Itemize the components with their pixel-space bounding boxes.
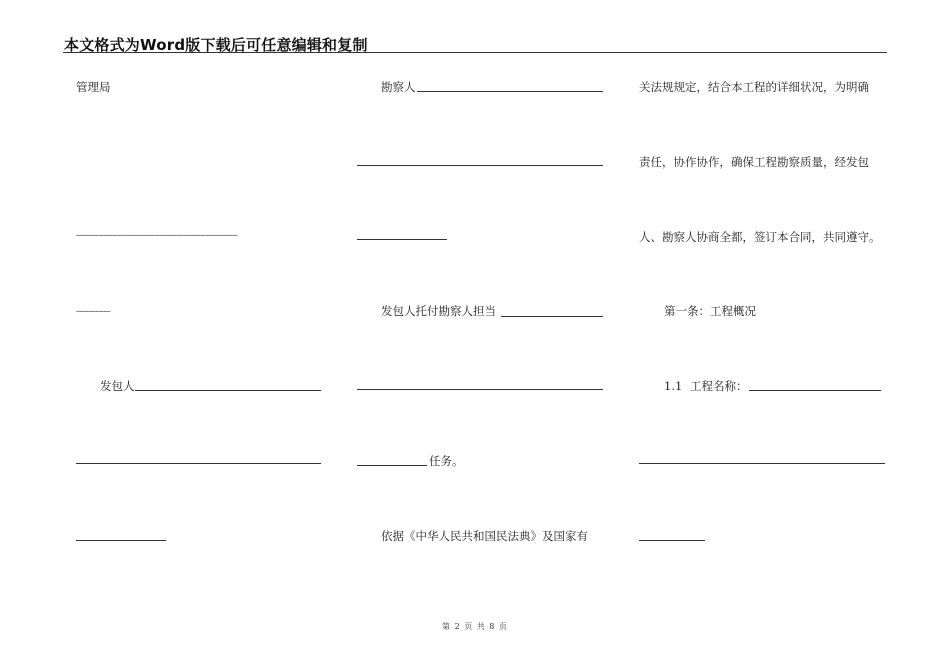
blank-line-full xyxy=(357,165,603,166)
page-footer: 第 2 页 共 8 页 xyxy=(442,622,508,631)
page-header-title: 本文格式为Word版下载后可任意编辑和复制 xyxy=(64,36,368,54)
item-number: 1.1 xyxy=(664,379,683,393)
blank-line-full xyxy=(357,389,603,390)
paragraph-line-1: 关法规规定，结合本工程的详细状况，为明确 xyxy=(639,80,869,94)
label-project-name: 工程名称： xyxy=(690,379,748,393)
label-surveyor: 勘察人 xyxy=(381,80,416,94)
blank-line-full xyxy=(76,463,321,464)
text-basis: 依据《中华人民共和国民法典》及国家有 xyxy=(381,529,588,543)
dashed-separator-short: -------------- xyxy=(76,307,111,317)
text-task: 任务。 xyxy=(429,454,464,468)
dashed-separator-long: ------------------------------------------------------------------ xyxy=(76,231,238,241)
header-rule xyxy=(63,52,887,53)
text-management-bureau: 管理局 xyxy=(76,80,111,94)
blank-line-short xyxy=(357,239,447,240)
blank-line-employer xyxy=(135,390,321,391)
paragraph-line-3: 人、勘察人协商全都，签订本合同，共同遵守。 xyxy=(639,230,881,244)
blank-line-full xyxy=(639,463,885,464)
blank-line-short xyxy=(639,540,705,541)
blank-line-task xyxy=(357,465,427,466)
blank-line-short xyxy=(76,540,166,541)
blank-line-project-name xyxy=(749,390,881,391)
label-employer: 发包人 xyxy=(100,379,135,393)
text-entrust: 发包人托付勘察人担当 xyxy=(381,304,496,318)
article-title: 第一条：工程概况 xyxy=(664,304,756,318)
blank-line-entrust xyxy=(501,316,603,317)
blank-line-surveyor xyxy=(417,91,603,92)
paragraph-line-2: 责任，协作协作，确保工程勘察质量，经发包 xyxy=(639,155,869,169)
